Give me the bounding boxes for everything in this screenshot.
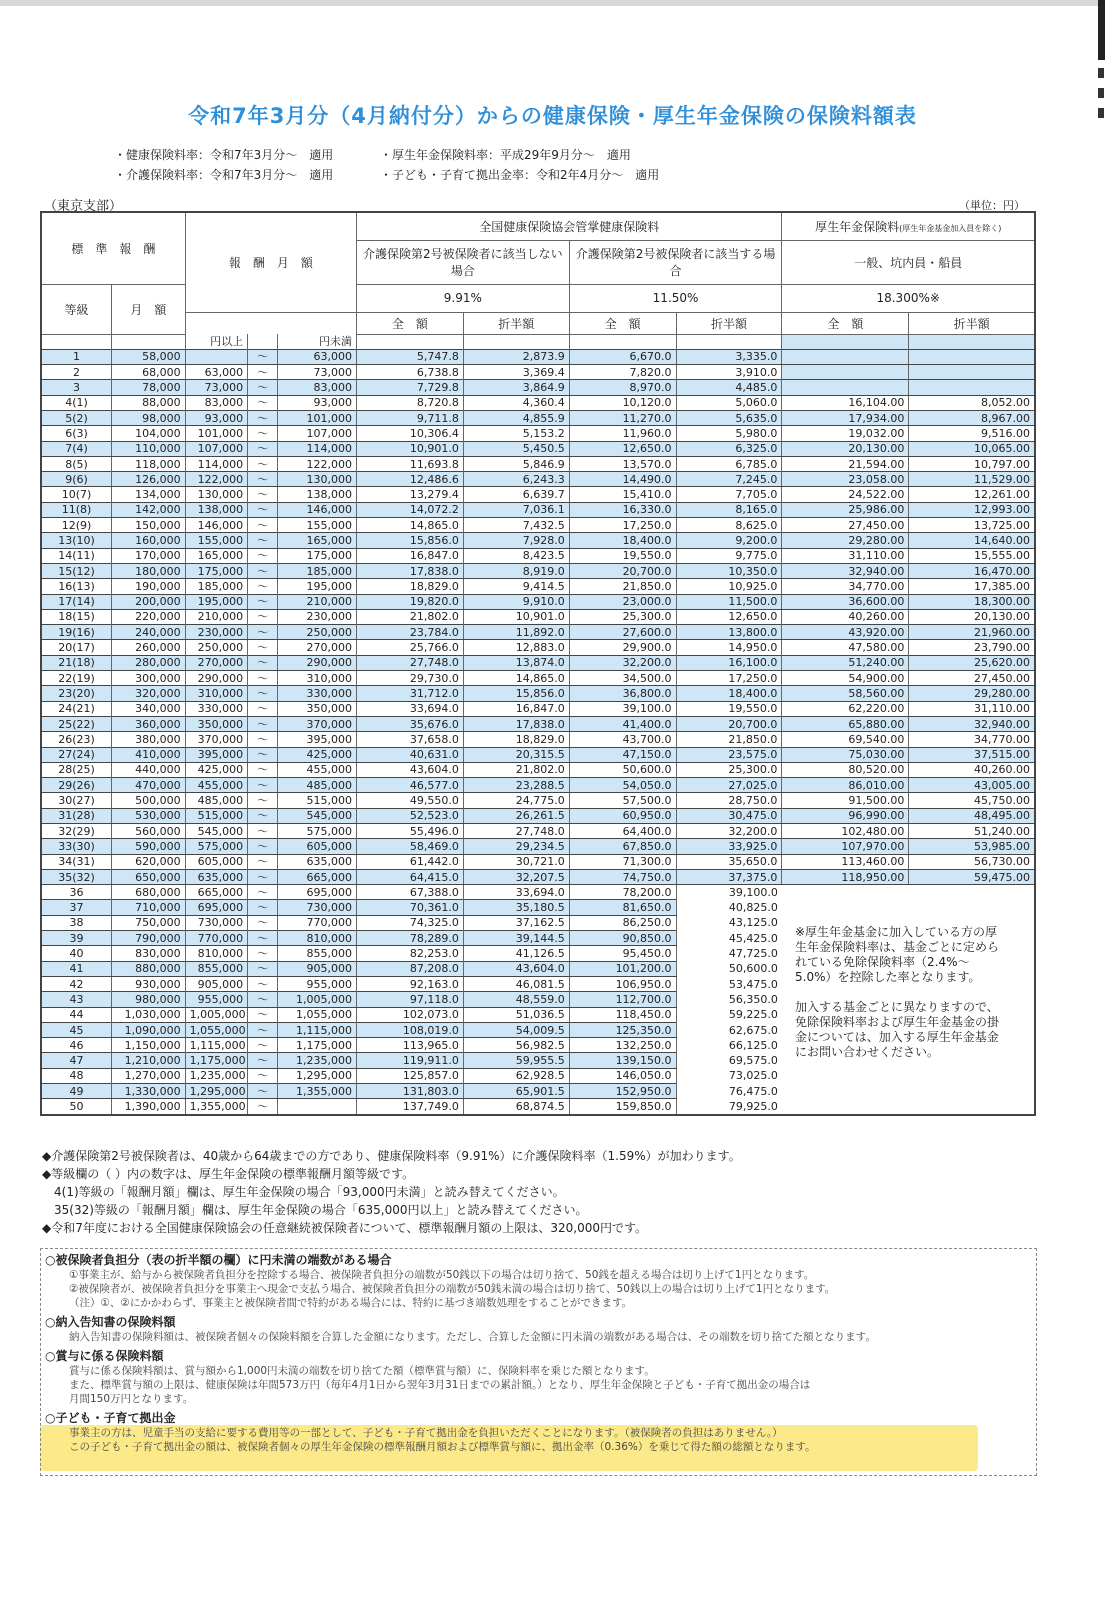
table-row: 15(12) 180,000 175,000 ～ 185,000 17,838.0 8,919.0 20,700.0 10,350.0 32,940.00 16,470.00 <box>41 563 1035 578</box>
table-row: 7(4) 110,000 107,000 ～ 114,000 10,901.0 5,450.5 12,650.0 6,325.0 20,130.00 10,065.00 <box>41 441 1035 456</box>
footnote: 4(1)等級の「報酬月額」欄は、厚生年金保険の場合「93,000円未満」と読み替えてください。 <box>42 1185 565 1199</box>
table-row: 11(8) 142,000 138,000 ～ 146,000 14,072.2 7,036.1 16,330.0 8,165.0 25,986.00 12,993.00 <box>41 502 1035 517</box>
rate-pension: 18.300%※ <box>782 284 1035 312</box>
table-row: 10(7) 134,000 130,000 ～ 138,000 13,279.4 6,639.7 15,410.0 7,705.0 24,522.00 12,261.00 <box>41 487 1035 502</box>
table-row: 46 1,150,000 1,115,000 ～ 1,175,000 113,965.0 56,982.5 132,250.0 66,125.0 <box>41 1038 1035 1053</box>
table-row: 1 58,000 ～ 63,000 5,747.8 2,873.9 6,670.0 3,335.0 <box>41 349 1035 364</box>
note-heading: ○被保険者負担分（表の折半額の欄）に円未満の端数がある場合 <box>45 1253 392 1267</box>
table-row: 49 1,330,000 1,295,000 ～ 1,355,000 131,803.0 65,901.5 152,950.0 76,475.0 <box>41 1084 1035 1099</box>
table-row: 37 710,000 695,000 ～ 730,000 70,361.0 35,180.5 81,650.0 40,825.0 <box>41 900 1035 915</box>
footnotes <box>42 1147 741 1237</box>
branch-label: （東京支部） <box>44 199 123 214</box>
header-to: 円未満 <box>278 334 357 349</box>
header-half: 折半額 <box>676 312 782 334</box>
header-half: 折半額 <box>463 312 569 334</box>
footnote: ◆等級欄の（ ）内の数字は、厚生年金保険の標準報酬月額等級です。 <box>42 1167 415 1181</box>
table-row: 5(2) 98,000 93,000 ～ 101,000 9,711.8 4,855.9 11,270.0 5,635.0 17,934.00 8,967.00 <box>41 410 1035 425</box>
child-rate-date: ・子ども・子育て拠出金率：令和2年4月分～ 適用 <box>380 168 660 182</box>
table-row: 40 830,000 810,000 ～ 855,000 82,253.0 41,126.5 95,450.0 47,725.0 <box>41 946 1035 961</box>
table-row: 50 1,390,000 1,355,000 ～ 137,749.0 68,874.5 159,850.0 79,925.0 <box>41 1099 1035 1115</box>
remuneration-spacer <box>185 312 356 334</box>
header-pension: 厚生年金保険料(厚生年金基金加入員を除く) <box>782 212 1035 240</box>
table-row: 30(27) 500,000 485,000 ～ 515,000 49,550.0 24,775.0 57,500.0 28,750.0 91,500.00 45,750.00 <box>41 793 1035 808</box>
table-row: 38 750,000 730,000 ～ 770,000 74,325.0 37,162.5 86,250.0 43,125.0 <box>41 915 1035 930</box>
table-row: 34(31) 620,000 605,000 ～ 635,000 61,442.0 30,721.0 71,300.0 35,650.0 113,460.00 56,730.00 <box>41 854 1035 869</box>
table-row: 33(30) 590,000 575,000 ～ 605,000 58,469.0 29,234.5 67,850.0 33,925.0 107,970.00 53,985.00 <box>41 839 1035 854</box>
header-full: 全 額 <box>357 312 464 334</box>
table-row: 32(29) 560,000 545,000 ～ 575,000 55,496.0 27,748.0 64,400.0 32,200.0 102,480.00 51,240.00 <box>41 824 1035 839</box>
scrollbar[interactable] <box>1098 0 1105 60</box>
page-title: 令和7年3月分（4月納付分）からの健康保険・厚生年金保険の保険料額表 <box>188 104 917 128</box>
table-row: 29(26) 470,000 455,000 ～ 485,000 46,577.0 23,288.5 54,050.0 27,025.0 86,010.00 43,005.00 <box>41 778 1035 793</box>
header-monthly: 月 額 <box>112 284 186 334</box>
header-half: 折半額 <box>909 312 1035 334</box>
table-row: 48 1,270,000 1,235,000 ～ 1,295,000 125,857.0 62,928.5 146,050.0 73,025.0 <box>41 1068 1035 1083</box>
note-text: 事業主の方は、児童手当の支給に要する費用等の一部として、子ども・子育て拠出金を負担いただくことになります。（被保険者の負担はありません。） <box>69 1427 783 1439</box>
header-remuneration: 報 酬 月 額 <box>185 212 356 312</box>
note-text: 月間150万円となります。 <box>69 1393 194 1405</box>
table-row: 22(19) 300,000 290,000 ～ 310,000 29,730.0 14,865.0 34,500.0 17,250.0 54,900.00 27,450.00 <box>41 671 1035 686</box>
note-text: （注）①、②にかかわらず、事業主と被保険者間で特約がある場合には、特約に基づき端数処理をすることができます。 <box>69 1297 633 1309</box>
notes-box <box>40 1248 1037 1476</box>
table-row: 19(16) 240,000 230,000 ～ 250,000 23,784.0 11,892.0 27,600.0 13,800.0 43,920.00 21,960.00 <box>41 625 1035 640</box>
table-row: 16(13) 190,000 185,000 ～ 195,000 18,829.0 9,414.5 21,850.0 10,925.0 34,770.00 17,385.00 <box>41 579 1035 594</box>
table-row: 14(11) 170,000 165,000 ～ 175,000 16,847.0 8,423.5 19,550.0 9,775.0 31,110.00 15,555.00 <box>41 548 1035 563</box>
table-row: 21(18) 280,000 270,000 ～ 290,000 27,748.0 13,874.0 32,200.0 16,100.0 51,240.00 25,620.00 <box>41 655 1035 670</box>
kaigo-rate-date: ・介護保険料率：令和7年3月分～ 適用 <box>114 168 334 182</box>
note-text: ①事業主が、給与から被保険者負担分を控除する場合、被保険者負担分の端数が50銭以下の場合は切り捨て、50銭を超える場合は切り上げて1円となります。 <box>69 1269 815 1281</box>
health-rate-date: ・健康保険料率：令和7年3月分～ 適用 <box>114 148 334 162</box>
table-row: 42 930,000 905,000 ～ 955,000 92,163.0 46,081.5 106,950.0 53,475.0 <box>41 976 1035 991</box>
rate-with-kaigo: 11.50% <box>569 284 782 312</box>
header-no-kaigo: 介護保険第2号被保険者に該当しない場合 <box>357 240 570 284</box>
table-row: 31(28) 530,000 515,000 ～ 545,000 52,523.0 26,261.5 60,950.0 30,475.0 96,990.00 48,495.00 <box>41 808 1035 823</box>
table-row: 24(21) 340,000 330,000 ～ 350,000 33,694.0 16,847.0 39,100.0 19,550.0 62,220.00 31,110.00 <box>41 701 1035 716</box>
unit-label: （単位：円） <box>959 199 1025 212</box>
table-row: 12(9) 150,000 146,000 ～ 155,000 14,865.0 7,432.5 17,250.0 8,625.0 27,450.00 13,725.00 <box>41 518 1035 533</box>
table-row: 44 1,030,000 1,005,000 ～ 1,055,000 102,073.0 51,036.5 118,450.0 59,225.0 <box>41 1007 1035 1022</box>
note-text: 賞与に係る保険料額は、賞与額から1,000円未満の端数を切り捨てた額（標準賞与額）に、保険料率を乗じた額となります。 <box>69 1365 655 1377</box>
rate-no-kaigo: 9.91% <box>357 284 570 312</box>
table-row: 39 790,000 770,000 ～ 810,000 78,289.0 39,144.5 90,850.0 45,425.0 <box>41 931 1035 946</box>
note-heading: ○賞与に係る保険料額 <box>45 1349 164 1363</box>
table-row: 45 1,090,000 1,055,000 ～ 1,115,000 108,019.0 54,009.5 125,350.0 62,675.0 <box>41 1022 1035 1037</box>
header-with-kaigo: 介護保険第2号被保険者に該当する場合 <box>569 240 782 284</box>
table-row: 25(22) 360,000 350,000 ～ 370,000 35,676.0 17,838.0 41,400.0 20,700.0 65,880.00 32,940.00 <box>41 716 1035 731</box>
table-row: 36 680,000 665,000 ～ 695,000 67,388.0 33,694.0 78,200.0 39,100.0 <box>41 885 1035 900</box>
header-general: 一般、坑内員・船員 <box>782 240 1035 284</box>
header-grade: 等級 <box>41 284 112 334</box>
header-from: 円以上 <box>185 334 247 349</box>
header-kyokai: 全国健康保険協会管掌健康保険料 <box>357 212 782 240</box>
table-row: 13(10) 160,000 155,000 ～ 165,000 15,856.0 7,928.0 18,400.0 9,200.0 29,280.00 14,640.00 <box>41 533 1035 548</box>
table-row: 9(6) 126,000 122,000 ～ 130,000 12,486.6 6,243.3 14,490.0 7,245.0 23,058.00 11,529.00 <box>41 472 1035 487</box>
table-row: 27(24) 410,000 395,000 ～ 425,000 40,631.0 20,315.5 47,150.0 23,575.0 75,030.00 37,515.00 <box>41 747 1035 762</box>
note-text: 納入告知書の保険料額は、被保険者個々の保険料額を合算した金額になります。ただし、合算した金額に円未満の端数がある場合は、その端数を切り捨てた額となります。 <box>69 1331 876 1343</box>
table-row: 8(5) 118,000 114,000 ～ 122,000 11,693.8 5,846.9 13,570.0 6,785.0 21,594.00 10,797.00 <box>41 456 1035 471</box>
table-row: 17(14) 200,000 195,000 ～ 210,000 19,820.0 9,910.0 23,000.0 11,500.0 36,600.00 18,300.00 <box>41 594 1035 609</box>
table-row: 18(15) 220,000 210,000 ～ 230,000 21,802.0 10,901.0 25,300.0 12,650.0 40,260.00 20,130.00 <box>41 609 1035 624</box>
table-row: 6(3) 104,000 101,000 ～ 107,000 10,306.4 5,153.2 11,960.0 5,980.0 19,032.00 9,516.00 <box>41 426 1035 441</box>
table-row: 47 1,210,000 1,175,000 ～ 1,235,000 119,911.0 59,955.5 139,150.0 69,575.0 <box>41 1053 1035 1068</box>
window-top-bar <box>0 0 1105 6</box>
table-row: 43 980,000 955,000 ～ 1,005,000 97,118.0 48,559.0 112,700.0 56,350.0 <box>41 992 1035 1007</box>
table-row: 20(17) 260,000 250,000 ～ 270,000 25,766.0 12,883.0 29,900.0 14,950.0 47,580.00 23,790.00 <box>41 640 1035 655</box>
pension-rate-date: ・厚生年金保険料率：平成29年9月分～ 適用 <box>380 148 631 162</box>
note-text: この子ども・子育て拠出金の額は、被保険者個々の厚生年金保険の標準報酬月額および標準賞与額に、拠出金率（0.36%）を乗じて得た額の総額となります。 <box>69 1441 816 1453</box>
note-text: ②被保険者が、被保険者負担分を事業主へ現金で支払う場合、被保険者負担分の端数が50銭未満の場合は切り捨て、50銭以上の場合は切り上げて1円となります。 <box>69 1283 836 1295</box>
table-row: 28(25) 440,000 425,000 ～ 455,000 43,604.0 21,802.0 50,600.0 25,300.0 80,520.00 40,260.00 <box>41 762 1035 777</box>
note-text: また、標準賞与額の上限は、健康保険は年間573万円（毎年4月1日から翌年3月31日までの累計額。）となり、厚生年金保険と子ども・子育て拠出金の場合は <box>69 1379 811 1391</box>
note-heading: ○子ども・子育て拠出金 <box>45 1411 176 1425</box>
header-full: 全 額 <box>782 312 909 334</box>
table-row: 41 880,000 855,000 ～ 905,000 87,208.0 43,604.0 101,200.0 50,600.0 <box>41 961 1035 976</box>
header-standard: 標 準 報 酬 <box>41 212 185 284</box>
header-full: 全 額 <box>569 312 676 334</box>
table-row: 4(1) 88,000 83,000 ～ 93,000 8,720.8 4,360.4 10,120.0 5,060.0 16,104.00 8,052.00 <box>41 395 1035 410</box>
footnote: 35(32)等級の「報酬月額」欄は、厚生年金保険の場合「635,000円以上」と読み替えてください。 <box>42 1203 588 1217</box>
note-heading: ○納入告知書の保険料額 <box>45 1315 176 1329</box>
table-row: 26(23) 380,000 370,000 ～ 395,000 37,658.0 18,829.0 43,700.0 21,850.0 69,540.00 34,770.00 <box>41 732 1035 747</box>
footnote: ◆令和7年度における全国健康保険協会の任意継続被保険者について、標準報酬月額の上限は、320,000円です。 <box>42 1221 648 1235</box>
table-row: 2 68,000 63,000 ～ 73,000 6,738.8 3,369.4 7,820.0 3,910.0 <box>41 365 1035 380</box>
table-row: 35(32) 650,000 635,000 ～ 665,000 64,415.0 32,207.5 74,750.0 37,375.0 118,950.00 59,475.00 <box>41 869 1035 884</box>
table-row: 23(20) 320,000 310,000 ～ 330,000 31,712.0 15,856.0 36,800.0 18,400.0 58,560.00 29,280.00 <box>41 686 1035 701</box>
table-row: 3 78,000 73,000 ～ 83,000 7,729.8 3,864.9 8,970.0 4,485.0 <box>41 380 1035 395</box>
footnote: ◆介護保険第2号被保険者は、40歳から64歳までの方であり、健康保険料率（9.91%）に介護保険料率（1.59%）が加わります。 <box>42 1149 741 1163</box>
pension-fund-note: ※厚生年金基金に加入している方の厚生年金保険料率は、基金ごとに定められている免除保険料率（2.4%～5.0%）を控除した率となります。 加入する基金ごとに異なりますので、免除保険料率および厚生年金基金の掛金については、加入する厚生年金基金にお問い合わせください。 <box>795 925 1000 1059</box>
